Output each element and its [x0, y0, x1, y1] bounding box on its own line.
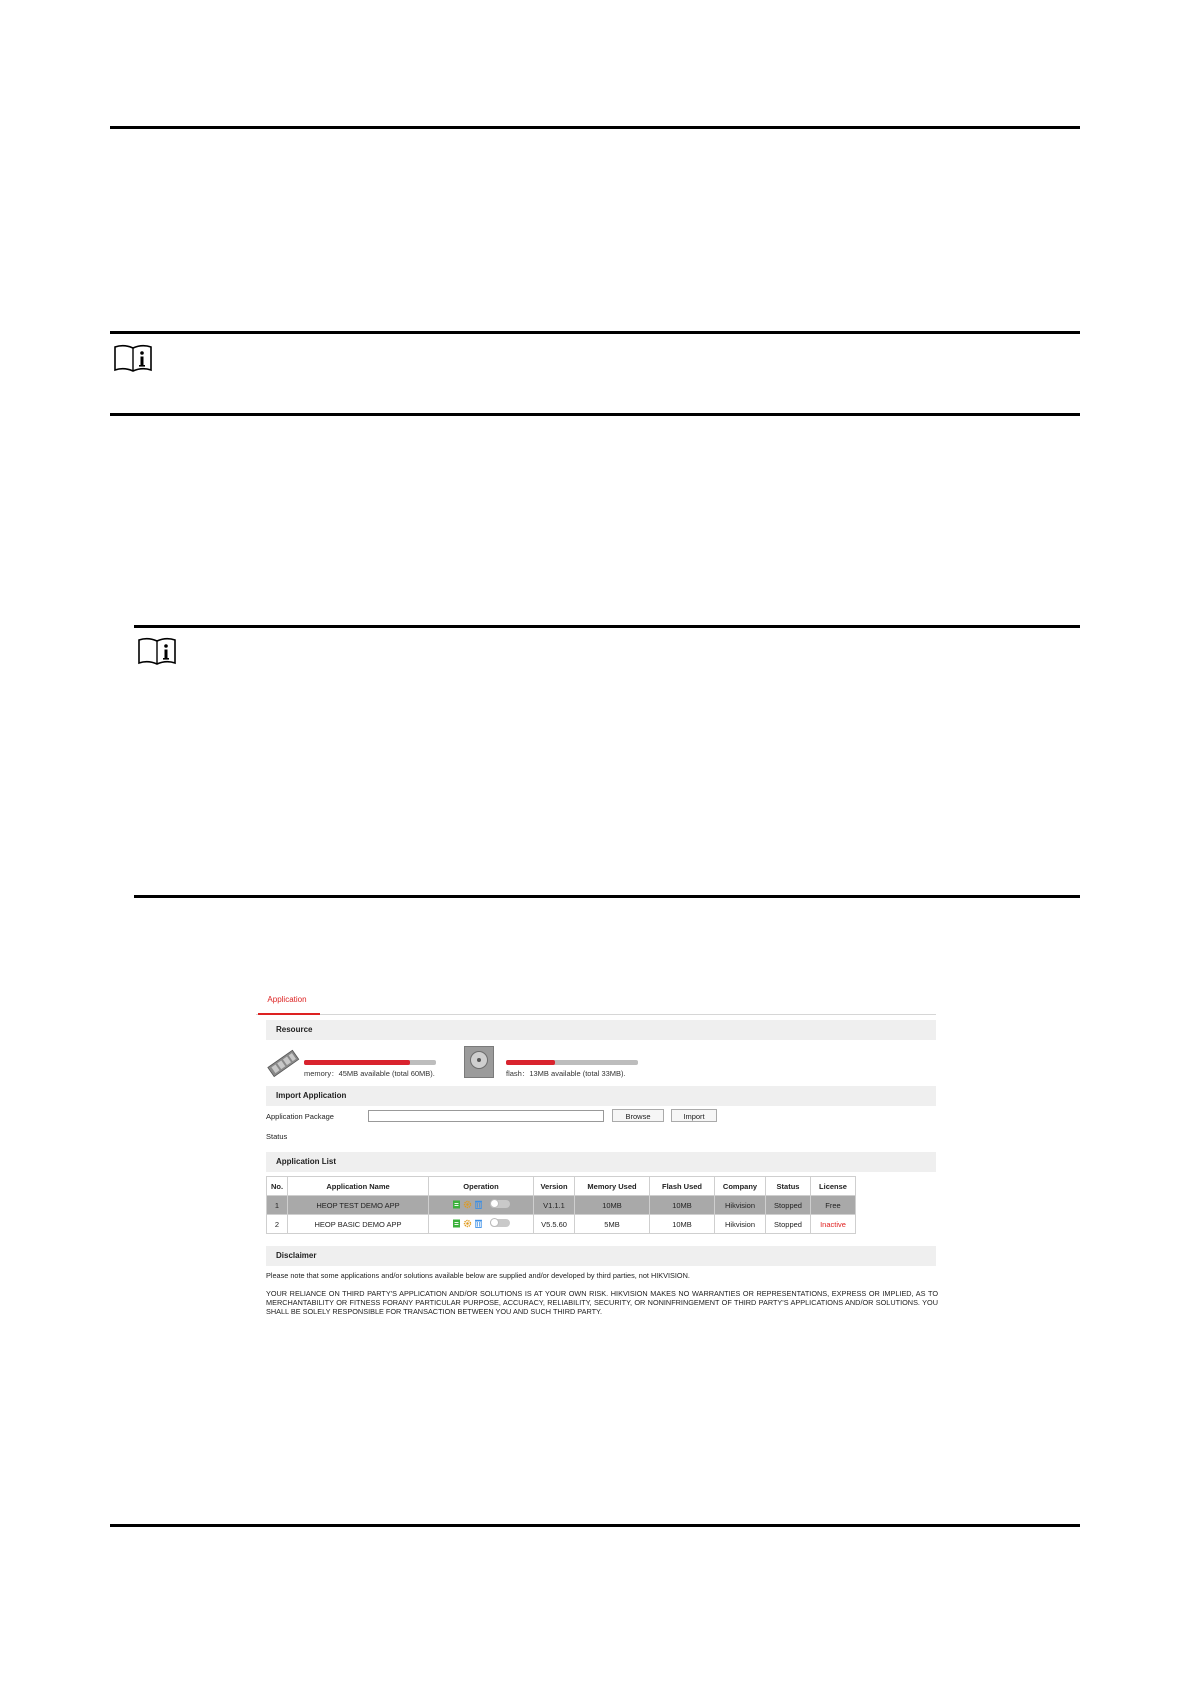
disclaimer-note: Please note that some applications and/or solutions available below are supplied and/or developed by third parties, not HIKVISION. [266, 1271, 690, 1280]
status-label: Status [266, 1132, 288, 1141]
table-header-row [267, 1177, 856, 1196]
note-top-rule [110, 331, 1080, 334]
tab-active-underline [258, 1013, 320, 1015]
import-button[interactable]: Import [671, 1109, 717, 1122]
run-toggle-switch[interactable] [490, 1200, 510, 1208]
resource-section-header [266, 1020, 936, 1040]
trash-icon[interactable] [474, 1219, 483, 1228]
memory-label: memory：45MB available (total 60MB). [304, 1069, 435, 1078]
gear-icon[interactable] [463, 1219, 472, 1228]
resource-row [266, 1046, 936, 1080]
run-toggle-switch[interactable] [490, 1219, 510, 1227]
flash-label: flash：13MB available (total 33MB). [506, 1069, 626, 1078]
column-header: License [811, 1177, 856, 1196]
cell-license: Inactive [811, 1215, 856, 1234]
application-package-label: Application Package [266, 1112, 334, 1121]
import-section-header [266, 1086, 936, 1106]
cell-version: V1.1.1 [534, 1196, 575, 1215]
top-rule [110, 126, 1080, 129]
cell-no: 1 [267, 1196, 288, 1215]
gear-icon[interactable] [463, 1200, 472, 1209]
cell-status: Stopped [766, 1215, 811, 1234]
cell-operation [429, 1196, 534, 1215]
note-icon [136, 637, 178, 667]
note-bottom-rule [134, 895, 1080, 898]
application-package-input[interactable] [368, 1110, 604, 1122]
column-header: Operation [429, 1177, 534, 1196]
table-row[interactable] [267, 1215, 856, 1234]
cell-memory-used: 5MB [575, 1215, 650, 1234]
note-icon [112, 344, 154, 374]
cell-application-name: HEOP TEST DEMO APP [288, 1196, 429, 1215]
note-top-rule [134, 625, 1080, 628]
column-header: Company [715, 1177, 766, 1196]
cell-flash-used: 10MB [650, 1196, 715, 1215]
cell-memory-used: 10MB [575, 1196, 650, 1215]
cell-flash-used: 10MB [650, 1215, 715, 1234]
column-header: Version [534, 1177, 575, 1196]
memory-chip-icon [266, 1048, 300, 1078]
cell-company: Hikvision [715, 1215, 766, 1234]
disclaimer-body: YOUR RELIANCE ON THIRD PARTY'S APPLICATION AND/OR SOLUTIONS IS AT YOUR OWN RISK. HIKVISION MAKES NO WARRANTIES OR REPRESENTATIONS, EXPRESS OR IMPLIED, AS TO MERCHANTABILITY OR FITNESS FORANY PARTICULAR PURPOSE, ACCURACY, RELIABILITY, SECURITY, OR NONINFRINGEMENT OF THIRD PARTY'S APPLICATIONS AND/OR SOLUTIONS. YOU SHALL BE SOLELY RESPONSIBLE FOR TRANSACTION BETWEEN YOU AND SUCH THIRD PARTY. [266, 1289, 938, 1316]
column-header: No. [267, 1177, 288, 1196]
cell-application-name: HEOP BASIC DEMO APP [288, 1215, 429, 1234]
cell-version: V5.5.60 [534, 1215, 575, 1234]
application-table [266, 1176, 856, 1234]
file-icon[interactable] [452, 1200, 461, 1209]
note-bottom-rule [110, 413, 1080, 416]
cell-company: Hikvision [715, 1196, 766, 1215]
flash-usage-fill [506, 1060, 555, 1065]
column-header: Application Name [288, 1177, 429, 1196]
disclaimer-section-header [266, 1246, 936, 1266]
tab-bar [256, 988, 936, 1015]
column-header: Flash Used [650, 1177, 715, 1196]
table-row[interactable] [267, 1196, 856, 1215]
application-list-heading: Application List [276, 1157, 336, 1166]
cell-operation [429, 1215, 534, 1234]
cell-no: 2 [267, 1215, 288, 1234]
browse-button[interactable]: Browse [612, 1109, 664, 1122]
file-icon[interactable] [452, 1219, 461, 1228]
disclaimer-heading: Disclaimer [276, 1251, 317, 1260]
disk-icon [464, 1046, 494, 1078]
cell-status: Stopped [766, 1196, 811, 1215]
tab-application[interactable] [258, 992, 316, 1014]
resource-heading: Resource [276, 1025, 313, 1034]
bottom-rule [110, 1524, 1080, 1527]
tab-application-label: Application [267, 995, 307, 1004]
import-heading: Import Application [276, 1091, 347, 1100]
memory-usage-fill [304, 1060, 410, 1065]
flash-usage-bar [506, 1060, 638, 1065]
memory-usage-bar [304, 1060, 436, 1065]
column-header: Status [766, 1177, 811, 1196]
application-screenshot [256, 988, 936, 1328]
cell-license: Free [811, 1196, 856, 1215]
column-header: Memory Used [575, 1177, 650, 1196]
application-list-header [266, 1152, 936, 1172]
trash-icon[interactable] [474, 1200, 483, 1209]
